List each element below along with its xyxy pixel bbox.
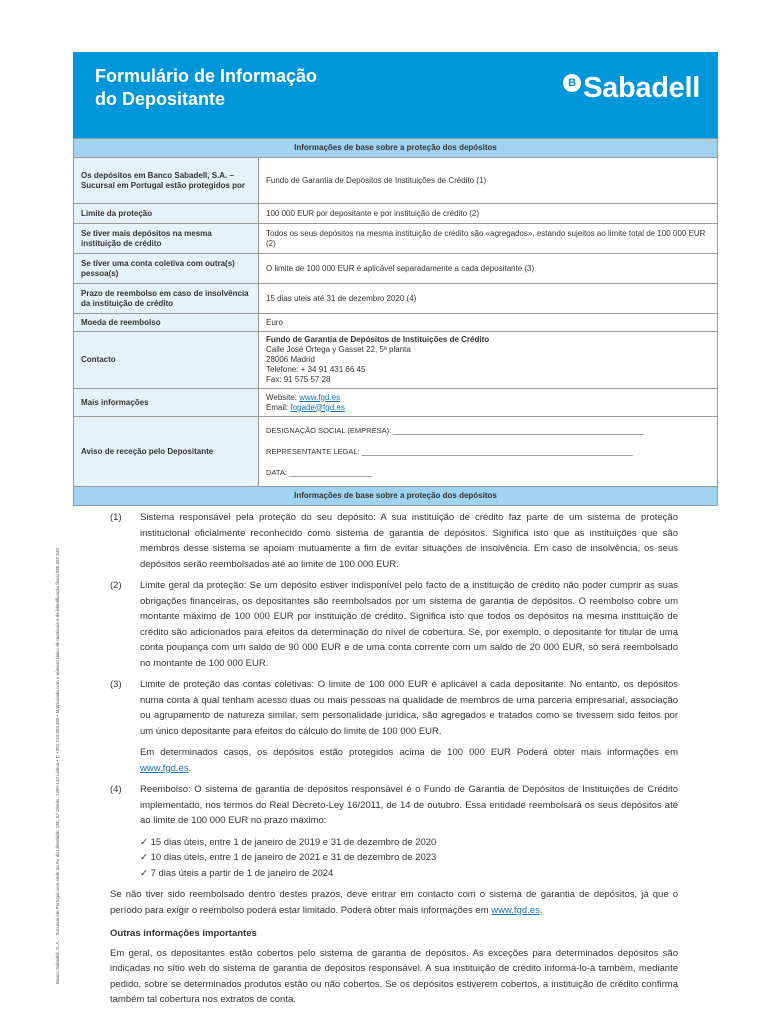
row-label: Os depósitos em Banco Sabadell, S.A. – Sucursal em Portugal estão protegidos por: [74, 158, 259, 204]
after-text: Se não tiver sido reembolsado dentro destes prazos, deve entrar em contacto com o sistema de garantia de depósitos, já que o período para exigir o reembolso poderá estar limitado. Poderá obter mais informações em: [110, 889, 678, 916]
table-row: [74, 284, 718, 314]
list-item: ✓ 15 dias úteis, entre 1 de janeiro de 2019 e 31 de dezembro de 2020: [140, 836, 437, 848]
note-extra-text: Em determinados casos, os depósitos estão protegidos acima de 100 000 EUR Poderá obter mais informações em: [140, 747, 678, 758]
band-title-bottom: Informações de base sobre a proteção dos depósitos: [74, 487, 718, 506]
row-value: 15 dias uteis até 31 de dezembro 2020 (4): [259, 284, 718, 314]
row-value: Todos os seus depósitos na mesma instituição de crédito são «agregados», estando sujeitos ao limite total de 100 000 EUR (2): [259, 224, 718, 254]
receipt-label: Aviso de receção pelo Depositante: [74, 417, 259, 487]
row-value: Fundo de Garantia de Depósitos de Instituições de Crédito (1): [259, 158, 718, 204]
contact-name: Fundo de Garantia de Depósitos de Instituições de Crédito: [266, 335, 490, 344]
row-label: Se tiver uma conta coletiva com outra(s) pessoa(s): [74, 254, 259, 284]
table-row: [74, 158, 718, 204]
note-3: [110, 677, 678, 776]
date-field[interactable]: DATA: ____________________: [266, 468, 373, 477]
table-row-more-info: [74, 389, 718, 417]
title-line-1: Formulário de Informação: [95, 66, 318, 86]
page-title: [95, 65, 395, 111]
contact-postal-line: 28006 Madrid: [266, 355, 315, 364]
contact-address-line: Calle José Ortega y Gasset 22, 5ª planta: [266, 345, 411, 354]
row-label: Moeda de reembolso: [74, 314, 259, 332]
more-info-value: [259, 389, 718, 417]
fgd-link[interactable]: www.fgd.es: [140, 762, 189, 774]
row-label: Prazo de reembolso em caso de insolvência da instituição de crédito: [74, 284, 259, 314]
legal-side-text: Banco Sabadell, S. A. – Sucursal em Portugal com sede na Av. da Liberdade, 195, 5.º Direito, 1250-142 Lisboa • T: +351 210 903 400 • Matriculada com o número único de matrícula e de identificação fiscal 980 587 840: [55, 548, 60, 984]
contact-label: Contacto: [74, 332, 259, 389]
row-label: Limite da proteção: [74, 204, 259, 224]
note-text: Reembolso: O sistema de garantia de depósitos responsável é o Fundo de Garantia de Depósitos de Instituições de Crédito implementado, nos termos do Real Decreto-Ley 16/2011, de 14 de outubro. Essa entidade reembolsará os seus depósitos até ao limite de 100 000 EUR no prazo máximo:: [140, 784, 678, 826]
row-label: Se tiver mais depósitos na mesma instituição de crédito: [74, 224, 259, 254]
note-1: [110, 510, 678, 572]
table-row-receipt: [74, 417, 718, 487]
protection-info-table: [73, 138, 718, 506]
note-number: (2): [110, 580, 122, 591]
more-info-label: Mais informações: [74, 389, 259, 417]
header-banner: [73, 52, 718, 138]
company-name-field[interactable]: DESIGNAÇÃO SOCIAL (EMPRESA): ____________________________________________________________: [266, 426, 644, 435]
deadline-list: [110, 835, 678, 882]
note-extra-end: .: [188, 762, 192, 774]
row-value: 100 000 EUR por depositante e por instituição de crédito (2): [259, 204, 718, 224]
sabadell-logo: [563, 72, 700, 105]
table-row: [74, 314, 718, 332]
note-extra: [140, 745, 678, 776]
logo-text: Sabadell: [583, 72, 700, 104]
contact-phone: Telefone: + 34 91 431 66 45: [266, 365, 366, 374]
table-row: [74, 254, 718, 284]
list-item: ✓ 7 dias úteis a partir de 1 de janeiro de 2024: [140, 867, 334, 879]
note-2: [110, 578, 678, 671]
note-4: [110, 782, 678, 829]
email-label: Email:: [266, 402, 291, 412]
band-title: Informações de base sobre a proteção dos depósitos: [74, 139, 718, 158]
fgd-link-2[interactable]: www.fgd.es: [491, 904, 540, 916]
title-line-2: do Depositante: [95, 89, 226, 109]
note-text: Limite de proteção das contas coletivas: O limite de 100 000 EUR é aplicável a cada depositante. No entanto, os depósitos numa conta à qual tenham acesso duas ou mais pessoas na qualidade de membros de uma parceria empresarial, associação ou agrupamento de natureza similar, sem personalidade jurídica, são agregados e tratados como se tivessem sido feitos por um único depositante para efeitos do cálculo do limite de 100 000 EUR.: [140, 679, 678, 737]
email-link[interactable]: fogade@fgd.es: [290, 402, 345, 412]
website-link[interactable]: www.fgd.es: [299, 392, 341, 402]
footnotes: [110, 510, 678, 1016]
table-band-bottom: [74, 487, 718, 506]
receipt-fields: [259, 417, 718, 487]
other-info-title: Outras informações importantes: [110, 928, 257, 939]
note-number: (1): [110, 512, 122, 523]
legal-representative-field[interactable]: REPRESENTANTE LEGAL: _________________________________________________________________: [266, 447, 633, 456]
note-text: Sistema responsável pela proteção do seu depósito: A sua instituição de crédito faz parte de um sistema de proteção institucional oficialmente reconhecido como sistema de garantia de depósitos. Significa isto que as instituições que são membros desse sistema se apoiam mutuamente a fim de evitar situações de insolvência. Em caso de insolvência, os seus depósitos serão reembolsados até ao limite de 100 000 EUR.: [140, 512, 678, 570]
table-band-top: [74, 139, 718, 158]
other-info-text: Em geral, os depositantes estão cobertos pelo sistema de garantia de depósitos. As exceções para determinados depósitos são indicadas no sítio web do sistema de garantia de depósitos responsável. A sua instituição de crédito informá-lo-á também, mediante pedido, sobre se determinados produtos estão ou não cobertos. Se os depósitos estiverem cobertos, a instituição de crédito confirma também tal cobertura nos extratos de conta.: [110, 947, 678, 1005]
table-row: [74, 204, 718, 224]
row-value: Euro: [259, 314, 718, 332]
note-number: (4): [110, 784, 122, 795]
contact-fax: Fax: 91 575 57 28: [266, 375, 331, 384]
after-end: .: [539, 904, 543, 916]
list-item: ✓ 10 dias úteis, entre 1 de janeiro de 2021 e 31 de dezembro de 2023: [140, 852, 437, 863]
logo-mark-icon: B: [563, 74, 581, 92]
table-row-contact: [74, 332, 718, 389]
after-deadline-text: [110, 887, 678, 918]
website-label: Website:: [266, 392, 300, 402]
contact-value: [259, 332, 718, 389]
note-number: (3): [110, 679, 122, 690]
note-text: Limite geral da proteção: Se um depósito estiver indisponível pelo facto de a instituição de crédito não poder cumprir as suas obrigações financeiras, os depositantes são reembolsados por um sistema de garantia de depósitos. O reembolso cobre um montante máximo de 100 000 EUR por instituição de crédito. Significa isto que todos os depósitos na mesma instituição de crédito são adicionados para efeitos da determinação do nível de cobertura. Se, por exemplo, o depositante for titular de uma conta poupança com um saldo de 90 000 EUR e de uma conta corrente com um saldo de 20 000 EUR, só será reembolsado no montante de 100 000 EUR.: [140, 580, 678, 669]
row-value: O limite de 100 000 EUR é aplicável separadamente a cada depositante (3): [259, 254, 718, 284]
table-row: [74, 224, 718, 254]
